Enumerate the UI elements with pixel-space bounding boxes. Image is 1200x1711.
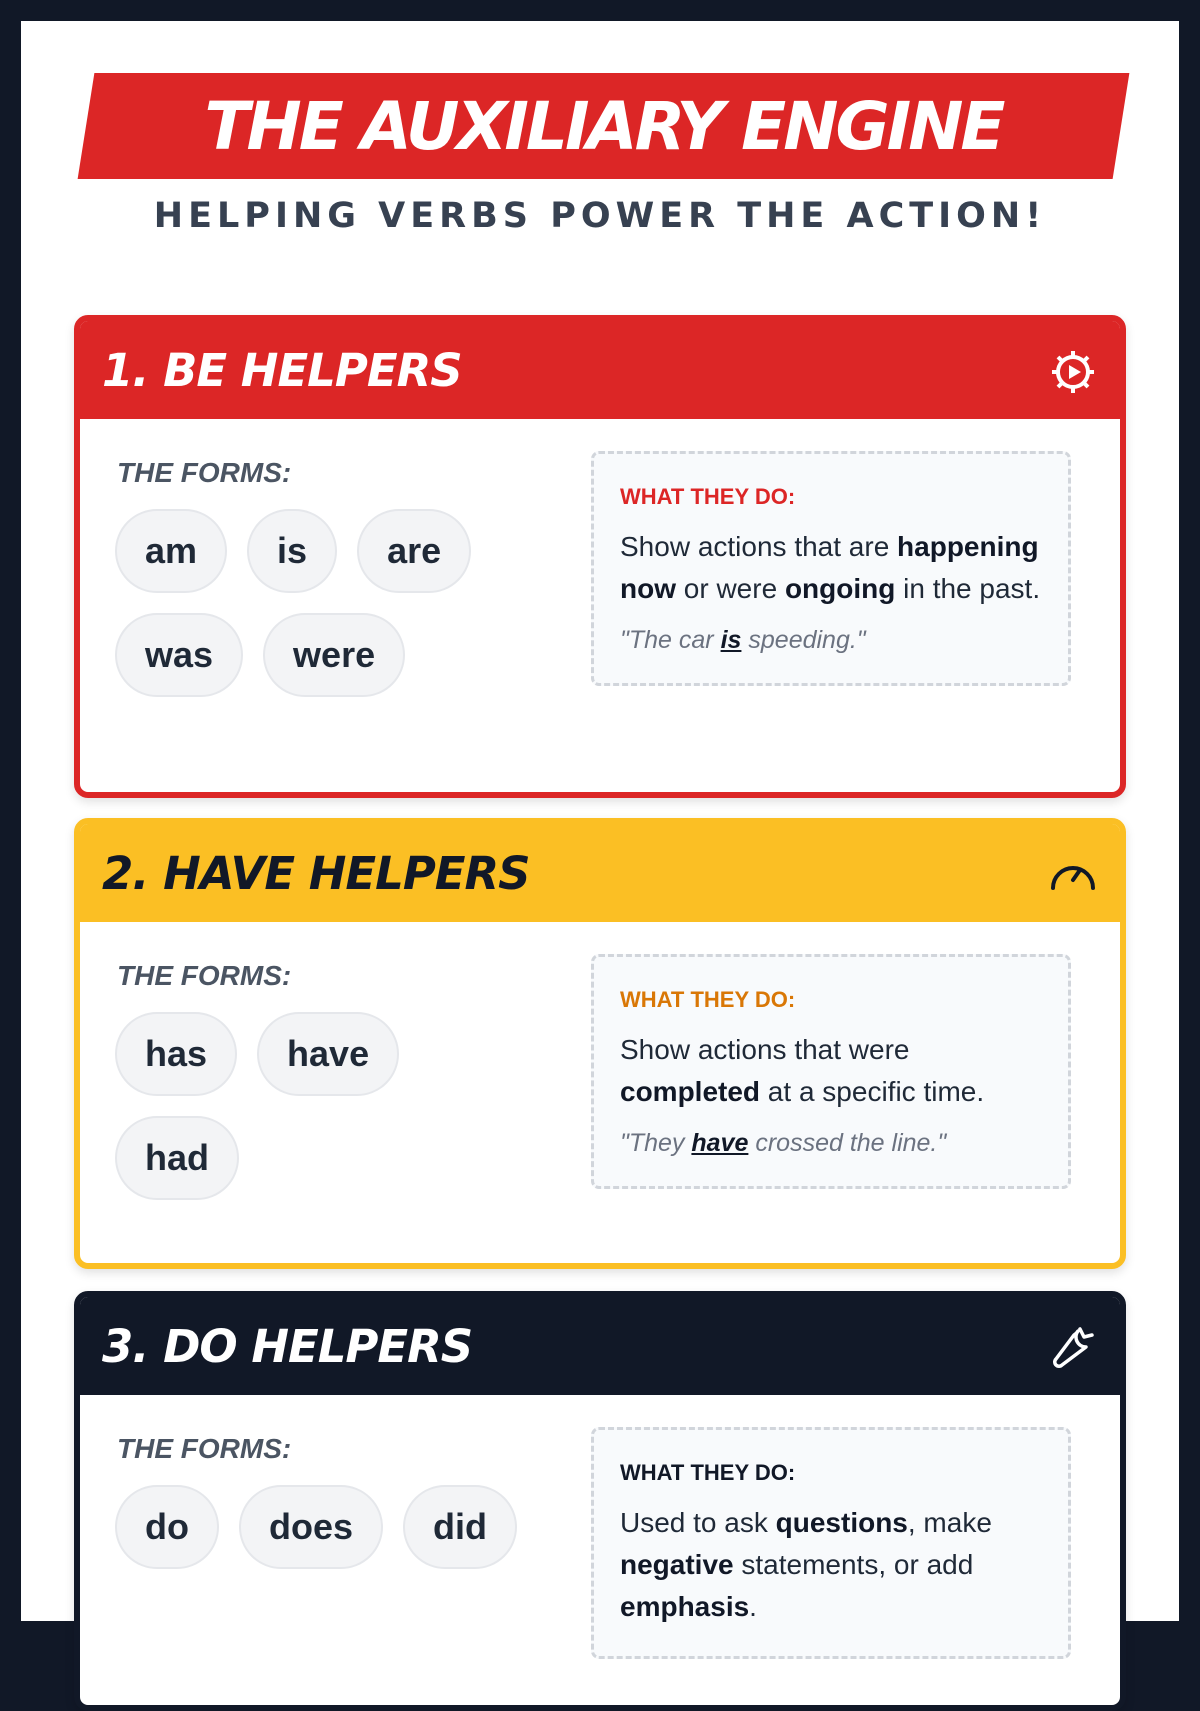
forms-list bbox=[115, 1485, 555, 1569]
be-helpers-card bbox=[74, 315, 1126, 798]
section-title: 1. BE HELPERS bbox=[102, 343, 462, 397]
form-pill-has: has bbox=[115, 1012, 237, 1096]
what-they-do-box bbox=[591, 451, 1071, 686]
what-they-do-label: WHAT THEY DO: bbox=[620, 484, 796, 509]
do-helpers-card bbox=[74, 1291, 1126, 1711]
speedometer-icon bbox=[1048, 850, 1098, 900]
form-pill-does: does bbox=[239, 1485, 383, 1569]
wrench-icon bbox=[1048, 1323, 1098, 1373]
form-pill-do: do bbox=[115, 1485, 219, 1569]
gear-play-icon bbox=[1048, 347, 1098, 397]
description: Show actions that were completed at a specific time. bbox=[620, 1034, 985, 1107]
what-they-do-label: WHAT THEY DO: bbox=[620, 1460, 796, 1485]
what-they-do-box bbox=[591, 954, 1071, 1189]
form-pill-have: have bbox=[257, 1012, 399, 1096]
page-title: THE AUXILIARY ENGINE bbox=[204, 87, 1003, 165]
example-verb: is bbox=[720, 626, 742, 654]
infographic-page bbox=[21, 21, 1179, 1621]
example-verb: have bbox=[691, 1129, 749, 1157]
do-helpers-header bbox=[80, 1297, 1120, 1395]
section-title: 2. HAVE HELPERS bbox=[102, 846, 530, 900]
have-helpers-header bbox=[80, 824, 1120, 922]
forms-label: THE FORMS: bbox=[117, 960, 292, 991]
form-pill-am: am bbox=[115, 509, 227, 593]
example-sentence: "The car is speeding." bbox=[620, 626, 866, 654]
form-pill-was: was bbox=[115, 613, 243, 697]
forms-list bbox=[115, 1012, 415, 1200]
section-title: 3. DO HELPERS bbox=[102, 1319, 473, 1373]
what-they-do-box bbox=[591, 1427, 1071, 1659]
form-pill-were: were bbox=[263, 613, 405, 697]
description: Show actions that are happening now or were ongoing in the past. bbox=[620, 531, 1041, 604]
form-pill-is: is bbox=[247, 509, 337, 593]
what-they-do-label: WHAT THEY DO: bbox=[620, 987, 796, 1012]
page-subtitle: HELPING VERBS POWER THE ACTION! bbox=[153, 196, 1047, 236]
forms-label: THE FORMS: bbox=[117, 1433, 292, 1464]
description: Used to ask questions, make negative statements, or add emphasis. bbox=[620, 1507, 992, 1622]
forms-list bbox=[115, 509, 555, 697]
be-helpers-header bbox=[80, 321, 1120, 419]
form-pill-did: did bbox=[403, 1485, 517, 1569]
form-pill-had: had bbox=[115, 1116, 239, 1200]
form-pill-are: are bbox=[357, 509, 471, 593]
example-sentence: "They have crossed the line." bbox=[620, 1129, 947, 1157]
have-helpers-card bbox=[74, 818, 1126, 1269]
forms-label: THE FORMS: bbox=[117, 457, 292, 488]
